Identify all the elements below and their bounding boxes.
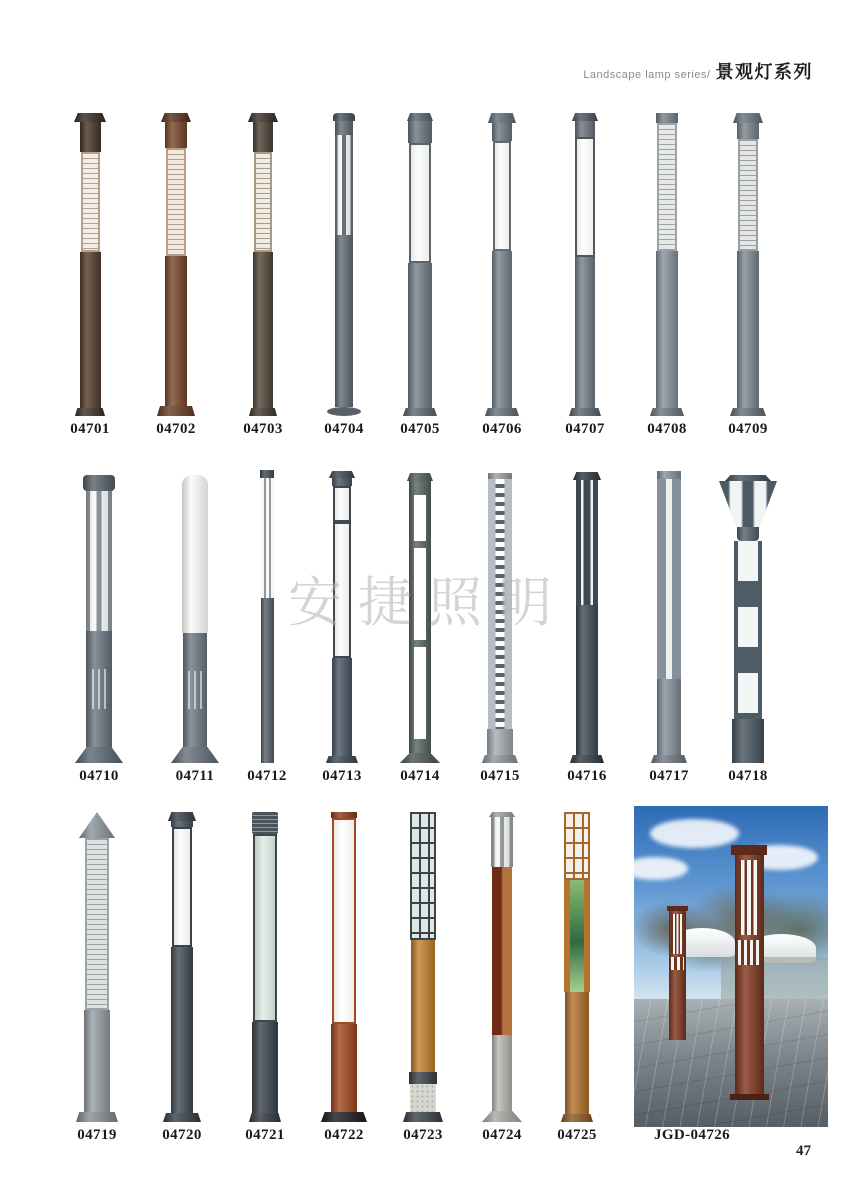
lamp-segment [492, 123, 512, 141]
product-label: 04703 [243, 421, 283, 437]
lamp-segment [321, 1112, 367, 1122]
lamp-segment [488, 479, 512, 729]
lamp-segment [565, 992, 589, 1114]
lamp-segment [569, 408, 601, 416]
lamp-figure [248, 113, 278, 416]
photo-cloud [650, 819, 739, 848]
photo-pavement [634, 999, 828, 1127]
lamp-segment [327, 407, 361, 416]
lamp-segment [183, 633, 207, 747]
lamp-segment [75, 747, 123, 763]
lamp-segment [570, 755, 604, 763]
lamp-segment [492, 867, 512, 1035]
lamp-segment [332, 658, 352, 756]
lamp-segment [730, 408, 766, 416]
series-title-zh: 景观灯系列 [715, 62, 813, 82]
photo-post-light [738, 860, 760, 935]
product-label: 04711 [175, 768, 215, 784]
lamp-segment [737, 123, 759, 139]
lamp-segment [83, 475, 115, 491]
lamp-segment [168, 812, 196, 821]
lamp-segment [492, 1035, 512, 1111]
lamp-segment [407, 473, 433, 481]
series-title-en: Landscape lamp series/ [583, 69, 711, 81]
lamp-segment [719, 481, 777, 527]
lamp-segment [335, 235, 353, 407]
lamp-segment [651, 755, 687, 763]
lamp-segment [81, 152, 100, 252]
lamp-segment [657, 471, 681, 479]
lamp-segment [657, 123, 677, 251]
lamp-segment [333, 486, 351, 522]
lamp-segment [261, 478, 274, 598]
product-label: 04707 [565, 421, 605, 437]
lamp-segment [575, 137, 595, 257]
lamp-figure [569, 113, 601, 416]
lamp-figure [74, 113, 106, 416]
product-label: 04719 [77, 1127, 117, 1143]
product-label: 04706 [482, 421, 522, 437]
lamp-segment [410, 812, 436, 940]
lamp-figure [561, 812, 593, 1122]
lamp-segment [403, 1112, 443, 1122]
product-label: 04716 [567, 768, 607, 784]
frame-cutout [414, 647, 426, 739]
product-label: 04701 [70, 421, 110, 437]
lamp-segment [161, 113, 191, 122]
lamp-segment [261, 598, 274, 763]
product-item [42, 113, 138, 416]
lamp-figure [482, 812, 522, 1122]
lamp-segment [410, 1084, 436, 1112]
lamp-segment [482, 1111, 522, 1122]
photo-post-base [730, 1094, 770, 1100]
product-label: 04713 [322, 768, 362, 784]
lamp-segment [485, 408, 519, 416]
product-label: 04717 [649, 768, 689, 784]
photo-post-grille [671, 957, 684, 970]
lamp-segment [491, 817, 513, 867]
product-label: 04722 [324, 1127, 364, 1143]
lamp-segment [249, 408, 277, 416]
lamp-segment [408, 263, 432, 408]
lamp-segment [260, 470, 274, 478]
lamp-figure [400, 473, 440, 763]
product-label: 04705 [400, 421, 440, 437]
lamp-figure [719, 475, 777, 763]
product-item [700, 113, 796, 416]
photo-post-cap [667, 906, 689, 911]
product-label: 04715 [480, 768, 520, 784]
lamp-segment [576, 605, 598, 755]
lamp-segment [182, 475, 208, 633]
lamp-segment [335, 135, 353, 235]
lamp-segment [488, 113, 516, 123]
lamp-segment [172, 827, 192, 947]
lamp-segment [408, 121, 432, 143]
photo-post-light [671, 914, 684, 954]
lamp-figure [249, 812, 281, 1122]
page-number: 47 [796, 1143, 811, 1159]
lamp-figure [157, 113, 195, 416]
lamp-segment [84, 1010, 110, 1112]
lamp-figure [730, 113, 766, 416]
product-label: 04702 [156, 421, 196, 437]
lamp-segment [165, 122, 187, 148]
lamp-segment [80, 252, 101, 408]
lamp-figure [76, 812, 118, 1122]
lamp-segment [171, 747, 219, 763]
installation-photo [634, 806, 828, 1127]
lamp-figure [327, 113, 361, 416]
lamp-segment [573, 472, 601, 480]
lamp-segment [407, 113, 433, 121]
lamp-segment [331, 1024, 357, 1112]
lamp-segment [738, 139, 758, 251]
product-item [49, 812, 145, 1122]
lamp-segment [252, 1022, 278, 1113]
product-label: 04723 [403, 1127, 443, 1143]
lamp-segment [572, 113, 598, 121]
lamp-segment [409, 143, 431, 263]
lamp-figure [403, 812, 443, 1122]
photo-post-cap [731, 845, 767, 855]
product-label: 04714 [400, 768, 440, 784]
lamp-segment [650, 408, 684, 416]
photo-small-lamp-post [669, 906, 686, 1041]
lamp-segment [493, 141, 511, 251]
product-label: JGD-04726 [653, 1127, 731, 1143]
lamp-segment [249, 1113, 281, 1122]
lamp-segment [575, 121, 595, 137]
lamp-segment [725, 475, 771, 481]
lamp-segment [737, 251, 759, 408]
lamp-segment [332, 818, 356, 1024]
lamp-figure [260, 470, 274, 763]
product-item [529, 812, 625, 1122]
lamp-figure [171, 475, 219, 763]
product-item [700, 475, 796, 763]
lamp-segment [737, 527, 759, 541]
lamp-segment [732, 719, 764, 763]
lamp-segment [564, 880, 590, 992]
lamp-segment [409, 481, 431, 753]
lamp-segment [85, 838, 109, 1010]
product-label: 04708 [647, 421, 687, 437]
lamp-figure [321, 812, 367, 1122]
lamp-segment [335, 121, 353, 135]
lamp-segment [492, 251, 512, 408]
frame-cutout [414, 548, 426, 640]
lamp-segment [332, 478, 352, 486]
lamp-figure [482, 473, 518, 763]
product-item [51, 475, 147, 763]
product-label: 04725 [557, 1127, 597, 1143]
product-label: 04709 [728, 421, 768, 437]
lamp-figure [403, 113, 437, 416]
product-item [134, 812, 230, 1122]
lamp-segment [74, 113, 106, 122]
lamp-segment [253, 122, 273, 152]
lamp-segment [657, 479, 681, 679]
lamp-segment [254, 152, 272, 252]
lamp-segment [733, 113, 763, 123]
lamp-segment [79, 812, 115, 838]
lamp-segment [76, 1112, 118, 1122]
lamp-segment [163, 1113, 201, 1122]
lamp-segment [326, 756, 358, 763]
lamp-segment [333, 113, 355, 121]
lamp-segment [80, 122, 101, 152]
lamp-segment [657, 679, 681, 755]
product-label: 04721 [245, 1127, 285, 1143]
product-label: 04724 [482, 1127, 522, 1143]
lamp-figure [651, 471, 687, 763]
lamp-segment [656, 113, 678, 123]
page-header [583, 58, 813, 84]
lamp-segment [482, 755, 518, 763]
product-label: 04720 [162, 1127, 202, 1143]
lamp-segment [252, 812, 278, 834]
frame-cutout [414, 495, 426, 541]
lamp-segment [656, 251, 678, 408]
lamp-segment [165, 256, 187, 406]
lamp-segment [329, 471, 355, 478]
lamp-segment [576, 480, 598, 605]
product-item [128, 113, 224, 416]
lamp-segment [248, 113, 278, 122]
lamp-segment [489, 812, 515, 817]
lamp-figure [650, 113, 684, 416]
lamp-segment [575, 257, 595, 408]
lamp-segment [86, 631, 112, 747]
vent-slits [188, 671, 201, 710]
product-label: 04704 [324, 421, 364, 437]
photo-post-grille [738, 940, 760, 965]
product-item [454, 113, 550, 416]
lamp-segment [333, 522, 351, 658]
product-label: 04710 [79, 768, 119, 784]
lamp-figure [485, 113, 519, 416]
lamp-figure [75, 475, 123, 763]
lamp-segment [411, 940, 435, 1072]
lamp-segment [166, 148, 186, 256]
lamp-figure [163, 812, 201, 1122]
watermark-text: 安捷照明 [288, 573, 568, 633]
lamp-segment [253, 252, 273, 408]
lamp-segment [487, 729, 513, 755]
photo-main-lamp-post [735, 845, 764, 1095]
lamp-segment [86, 491, 112, 631]
lamp-figure [326, 471, 358, 763]
vent-slits [92, 669, 106, 708]
lamp-segment [561, 1114, 593, 1122]
lamp-segment [409, 1072, 437, 1084]
lamp-segment [400, 753, 440, 763]
product-label: 04712 [247, 768, 287, 784]
product-item [452, 473, 548, 763]
lamp-segment [403, 408, 437, 416]
lamp-segment [171, 947, 193, 1113]
lamp-segment [564, 812, 590, 880]
lamp-figure [570, 472, 604, 763]
product-label: 04718 [728, 768, 768, 784]
lamp-segment [253, 834, 277, 1022]
lamp-segment [75, 408, 105, 416]
lamp-segment [734, 541, 762, 719]
lamp-segment [157, 406, 195, 416]
